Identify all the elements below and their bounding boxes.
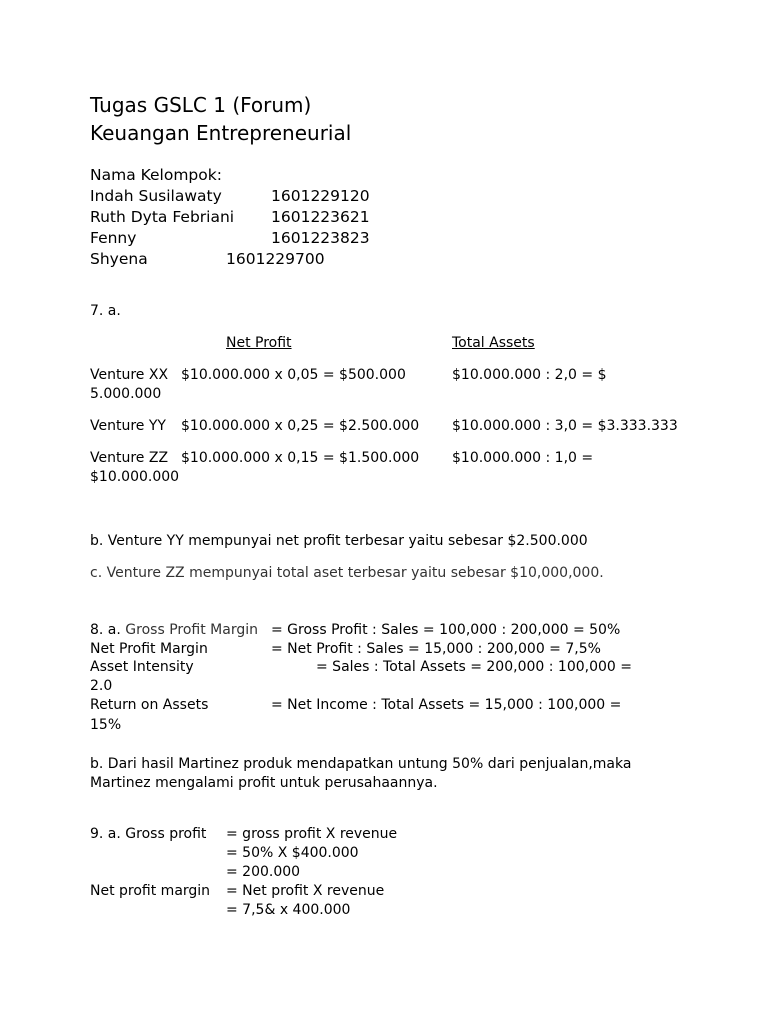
q8-answer-b-line-2: Martinez mengalami profit untuk perusahaannya.: [90, 775, 438, 791]
total-assets-header: Total Assets: [452, 335, 535, 351]
venture-net-profit: $10.000.000 x 0,05 = $500.000: [181, 367, 406, 383]
member-id: 1601223823: [271, 229, 370, 247]
q8-formula: = Net Income : Total Assets = 15,000 : 100,000 =: [271, 697, 622, 713]
member-name: Shyena: [90, 250, 148, 268]
q9-gross-line: = gross profit X revenue: [226, 826, 398, 842]
q9-net-label: Net profit margin: [90, 883, 211, 899]
q9-net-line: = Net profit X revenue: [226, 883, 385, 899]
venture-net-profit: $10.000.000 x 0,15 = $1.500.000: [181, 450, 420, 466]
q8-label: Gross Profit Margin: [125, 622, 258, 638]
member-id: 1601223621: [271, 208, 370, 226]
net-profit-header: Net Profit: [226, 335, 292, 351]
q8-prefix: 8. a.: [90, 622, 126, 638]
q8-formula-wrap: 15%: [90, 717, 122, 733]
q7-answer-c: c. Venture ZZ mempunyai total aset terbesar yaitu sebesar $10,000,000.: [90, 565, 604, 581]
member-name: Indah Susilawaty: [90, 187, 222, 205]
q8-label: Asset Intensity: [90, 659, 194, 675]
venture-total-assets: $10.000.000 : 1,0 =: [452, 450, 594, 466]
q8-label: Net Profit Margin: [90, 641, 208, 657]
q8-formula: = Gross Profit : Sales = 100,000 : 200,000 = 50%: [271, 622, 621, 638]
q8-formula: = Net Profit : Sales = 15,000 : 200,000 = 7,5%: [271, 641, 601, 657]
q8-line: [90, 621, 258, 640]
member-id: 1601229120: [271, 187, 370, 205]
q7-label: 7. a.: [90, 303, 121, 319]
q9-line: [90, 825, 206, 844]
title-line-2: Keuangan Entrepreneurial: [90, 121, 352, 145]
venture-label: Venture ZZ: [90, 450, 169, 466]
venture-net-profit: $10.000.000 x 0,25 = $2.500.000: [181, 418, 420, 434]
member-name: Fenny: [90, 229, 137, 247]
q9-gross-line: = 50% X $400.000: [226, 845, 359, 861]
q9-prefix: 9. a.: [90, 826, 126, 842]
group-heading: Nama Kelompok:: [90, 166, 222, 184]
venture-total-assets: $10.000.000 : 2,0 = $: [452, 367, 607, 383]
q8-label: Return on Assets: [90, 697, 209, 713]
q9-net-line: = 7,5& x 400.000: [226, 902, 351, 918]
member-id: 1601229700: [226, 250, 325, 268]
q7-answer-b: b. Venture YY mempunyai net profit terbesar yaitu sebesar $2.500.000: [90, 533, 588, 549]
q9-gross-label: Gross profit: [125, 826, 207, 842]
member-name: Ruth Dyta Febriani: [90, 208, 235, 226]
q8-answer-b-line-1: b. Dari hasil Martinez produk mendapatkan untung 50% dari penjualan,maka: [90, 756, 632, 772]
q8-formula: = Sales : Total Assets = 200,000 : 100,000 =: [316, 659, 632, 675]
q8-formula-wrap: 2.0: [90, 678, 113, 694]
venture-label: Venture XX: [90, 367, 169, 383]
title-line-1: Tugas GSLC 1 (Forum): [90, 93, 312, 117]
venture-total-assets-wrap: 5.000.000: [90, 386, 162, 402]
venture-label: Venture YY: [90, 418, 166, 434]
venture-total-assets-wrap: $10.000.000: [90, 469, 180, 485]
venture-total-assets: $10.000.000 : 3,0 = $3.333.333: [452, 418, 678, 434]
q9-gross-line: = 200.000: [226, 864, 301, 880]
